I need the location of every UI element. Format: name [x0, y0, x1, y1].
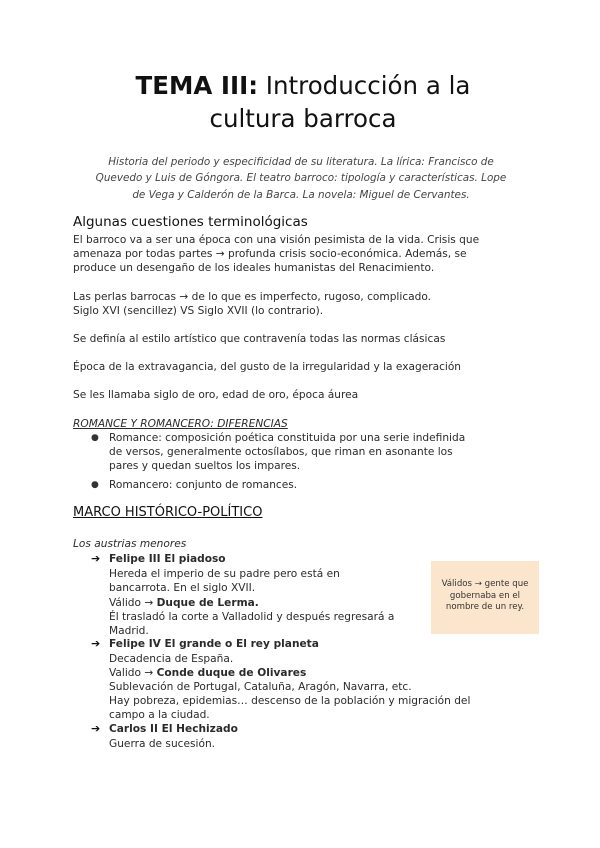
marco-heading: MARCO HISTÓRICO-POLÍTICO — [73, 505, 263, 520]
subtitle-line: Quevedo y Luis de Góngora. El teatro barroco: tipología y características. Lope — [95, 172, 507, 185]
valido-name: Conde duque de Olivares — [156, 667, 307, 679]
paragraph-line: Las perlas barrocas → de lo que es imperfecto, rugoso, complicado. — [73, 291, 432, 303]
title-line1: Introducción a la — [258, 71, 471, 100]
king-detail: Hay pobreza, epidemias… descenso de la población y migración del — [109, 695, 471, 707]
paragraph-line: Época de la extravagancia, del gusto de la irregularidad y la exageración — [73, 361, 462, 373]
king-detail — [109, 666, 306, 681]
valido-label: Valido → — [109, 667, 157, 679]
king-detail: Él trasladó la corte a Valladolid y después regresará a — [109, 611, 395, 623]
king-detail: Guerra de sucesión. — [109, 738, 216, 750]
title-bold: TEMA III: — [135, 71, 259, 100]
arrow-icon: ➔ — [91, 637, 101, 650]
bullet-icon: ● — [91, 480, 99, 490]
list-item-line: de versos, generalmente octosílabos, que riman en asonante los — [109, 446, 453, 458]
paragraph-line: El barroco va a ser una época con una visión pesimista de la vida. Crisis que — [73, 234, 480, 246]
paragraph-line: produce un desengaño de los ideales humanistas del Renacimiento. — [73, 262, 435, 274]
list-item-line: pares y quedan sueltos los impares. — [109, 460, 301, 472]
king-name: Carlos II El Hechizado — [109, 723, 238, 735]
list-item: Romancero: conjunto de romances. — [109, 479, 298, 491]
king-detail: Decadencia de España. — [109, 653, 234, 665]
page-title — [0, 69, 600, 135]
paragraph-line: amenaza por todas partes → profunda crisis socio-económica. Además, se — [73, 248, 467, 260]
king-detail: campo a la ciudad. — [109, 709, 210, 721]
subtitle-line: Historia del periodo y especificidad de su literatura. La lírica: Francisco de — [108, 156, 494, 168]
king-detail — [109, 596, 259, 611]
arrow-icon: ➔ — [91, 722, 101, 735]
subtitle — [72, 154, 530, 203]
bullet-icon: ● — [91, 433, 99, 443]
note-line: Válidos → gente que — [441, 579, 529, 589]
king-name: Felipe III El piadoso — [109, 553, 226, 565]
note-line: nombre de un rey. — [445, 602, 525, 613]
list-item-line: Romance: composición poética constituida por una serie indefinida — [109, 432, 466, 444]
king-detail: Madrid. — [109, 625, 149, 637]
marco-subheading: Los austrias menores — [73, 538, 187, 550]
side-note — [431, 561, 539, 634]
king-name: Felipe IV El grande o El rey planeta — [109, 638, 319, 650]
king-detail: Heredа el imperio de su padre pero está en — [109, 568, 340, 580]
note-line: gobernaba en el — [449, 590, 521, 601]
arrow-icon: ➔ — [91, 552, 101, 565]
valido-label: Válido → — [109, 597, 157, 609]
terminology-heading: Algunas cuestiones terminológicas — [73, 214, 308, 230]
romance-heading: ROMANCE Y ROMANCERO: DIFERENCIAS — [73, 418, 288, 430]
king-detail: bancarrota. En el siglo XVII. — [109, 582, 256, 594]
subtitle-line: de Vega y Calderón de la Barca. La novela: Miguel de Cervantes. — [132, 188, 470, 201]
paragraph-line: Se les llamaba siglo de oro, edad de oro, época áurea — [73, 389, 359, 401]
title-line2: cultura barroca — [209, 104, 397, 133]
paragraph-line: Se definía al estilo artístico que contravenía todas las normas clásicas — [73, 333, 446, 345]
valido-name: Duque de Lerma. — [156, 597, 259, 609]
king-detail: Sublevación de Portugal, Cataluña, Aragón, Navarra, etc. — [109, 681, 412, 693]
paragraph-line: Siglo XVI (sencillez) VS Siglo XVII (lo contrario). — [73, 305, 324, 317]
